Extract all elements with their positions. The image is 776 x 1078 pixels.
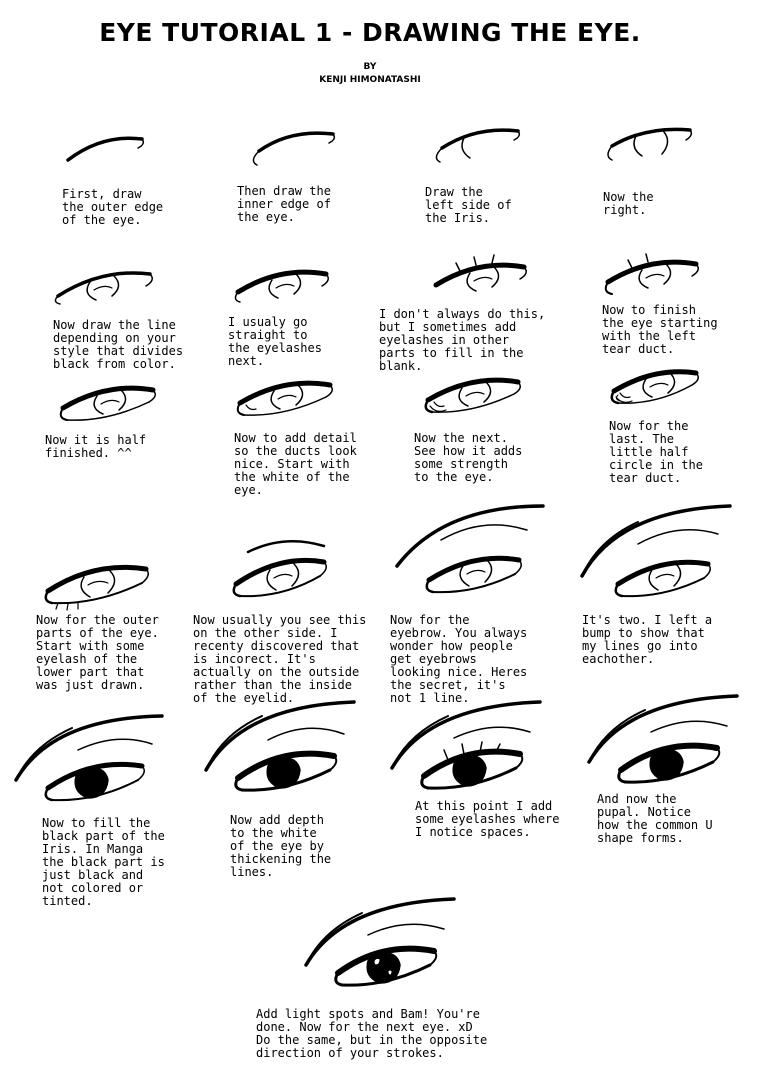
- eye-drawing-step-14: [228, 538, 338, 603]
- step-caption-13: Now for the outer parts of the eye. Start with some eyelash of the lower part that was just drawn.: [36, 613, 159, 692]
- eye-drawing-step-4: [602, 122, 707, 167]
- eye-drawing-step-12: [608, 365, 708, 410]
- step-caption-8: Now to finish the eye starting with the left tear duct.: [602, 303, 718, 356]
- eye-drawing-step-6: [232, 262, 337, 307]
- eye-drawing-step-1: [62, 130, 162, 170]
- eye-drawing-step-2: [245, 125, 345, 170]
- eye-drawing-step-8: [602, 252, 707, 297]
- step-caption-12: Now for the last. The little half circle in the tear duct.: [609, 419, 703, 485]
- eye-drawing-step-5: [50, 262, 170, 307]
- step-caption-19: At this point I add some eyelashes where I notice spaces.: [415, 799, 560, 839]
- page-title: EYE TUTORIAL 1 - DRAWING THE EYE.: [99, 18, 641, 47]
- step-caption-20: And now the pupal. Notice how the common U shape forms.: [597, 792, 713, 845]
- step-caption-15: Now for the eyebrow. You always wonder how people get eyebrows looking nice. Heres the secret, it's not 1 line.: [390, 613, 528, 705]
- eye-drawing-step-9: [55, 380, 165, 425]
- eye-drawing-step-18: [202, 698, 362, 803]
- step-caption-4: Now the right.: [603, 190, 654, 217]
- step-caption-6: I usualy go straight to the eyelashes next.: [228, 315, 322, 368]
- step-caption-11: Now the next. See how it adds some strength to the eye.: [414, 431, 523, 484]
- eye-drawing-step-19: [388, 698, 548, 798]
- eye-drawing-step-17: [12, 712, 172, 812]
- byline-label: BY: [363, 62, 377, 72]
- step-caption-3: Draw the left side of the Iris.: [425, 185, 512, 225]
- eye-drawing-step-13: [38, 555, 163, 610]
- eye-drawing-step-7: [430, 255, 535, 300]
- final-caption: Add light spots and Bam! You're done. Now for the next eye. xD Do the same, but in the opposite direction of your strokes.: [256, 1007, 488, 1060]
- step-caption-2: Then draw the inner edge of the eye.: [237, 184, 331, 224]
- eye-drawing-step-15: [393, 500, 548, 600]
- step-caption-18: Now add depth to the white of the eye by thickening the lines.: [230, 813, 332, 879]
- eye-drawing-step-20: [585, 692, 745, 792]
- eye-drawing-step-16: [578, 500, 738, 600]
- eye-drawing-step-3: [428, 122, 533, 167]
- step-caption-9: Now it is half finished. ^^: [45, 433, 147, 460]
- eye-drawing-step-10: [232, 375, 342, 425]
- eye-drawing-final: [302, 895, 462, 995]
- step-caption-14: Now usually you see this on the other side. I recenty discovered that is incorect. It's actually on the outside rather than the inside of the eyelid.: [193, 613, 367, 705]
- author-name: KENJI HIMONATASHI: [319, 75, 421, 85]
- eye-drawing-step-11: [420, 372, 530, 422]
- step-caption-17: Now to fill the black part of the Iris. In Manga the black part is just black and not colored or tinted.: [42, 816, 165, 908]
- step-caption-16: It's two. I left a bump to show that my lines go into eachother.: [582, 613, 713, 666]
- step-caption-1: First, draw the outer edge of the eye.: [62, 187, 164, 227]
- step-caption-10: Now to add detail so the ducts look nice. Start with the white of the eye.: [234, 431, 357, 497]
- step-caption-5: Now draw the line depending on your style that divides black from color.: [53, 318, 184, 371]
- step-caption-7: I don't always do this, but I sometimes add eyelashes in other parts to fill in the blank.: [379, 307, 546, 373]
